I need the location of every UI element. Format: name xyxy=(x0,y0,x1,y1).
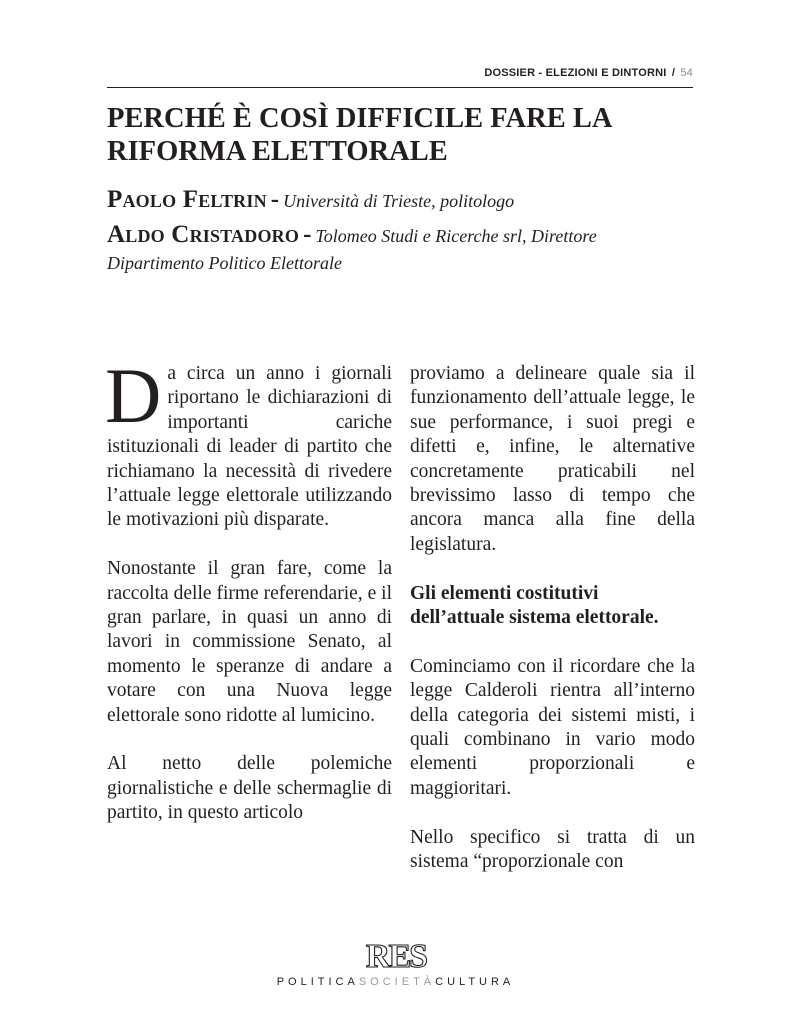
body-column-left xyxy=(105,352,392,826)
author-name: Paolo Feltrin xyxy=(107,186,267,213)
author-name: Aldo Cristadoro xyxy=(107,221,300,248)
author-block xyxy=(107,184,707,275)
tagline-politica: POLITICA xyxy=(276,976,359,988)
body-column-right xyxy=(410,362,695,874)
author-affiliation: Tolomeo Studi e Ricerche srl, Direttore xyxy=(315,226,597,246)
author-affiliation: Università di Trieste, politologo xyxy=(283,191,515,211)
tagline-cultura: CULTURA xyxy=(435,976,515,988)
body-paragraph xyxy=(105,352,392,533)
paragraph-text: a circa un anno i giornali riportano le dichiarazioni di importanti cariche istituzionali di leader di partito che richiamano la necessità di rivedere l’attuale legge elettorale utilizzando le motivazioni più disparate. xyxy=(107,363,392,531)
running-head-separator: / xyxy=(671,67,676,79)
running-head xyxy=(484,67,693,79)
body-paragraph: Nello specifico si tratta di un sistema “proporzionale con xyxy=(410,826,695,873)
footer-tagline xyxy=(0,976,791,988)
author-dash: - xyxy=(303,221,312,248)
body-paragraph: Al netto delle polemiche giornalistiche e delle schermaglie di partito, in questo articolo xyxy=(107,753,392,824)
tagline-societa: SOCIETÀ xyxy=(358,976,436,988)
author-line-1 xyxy=(107,184,707,219)
drop-cap: D xyxy=(105,352,162,439)
author-affiliation-continued: Dipartimento Politico Elettorale xyxy=(107,253,342,273)
section-heading: Gli elementi costitutivi dell’attuale sistema elettorale. xyxy=(410,582,659,629)
logo-text: RES xyxy=(365,938,426,972)
running-head-section: DOSSIER - ELEZIONI E DINTORNI xyxy=(484,67,667,79)
body-paragraph: Cominciamo con il ricordare che la legge Calderoli rientra all’interno della categoria dei sistemi misti, i quali combinano in vario modo elementi proporzionali e maggioritari. xyxy=(410,655,695,799)
body-paragraph: proviamo a delineare quale sia il funzionamento dell’attuale legge, le sue performance, i suoi pregi e difetti e, infine, le alternative concretamente praticabili nel brevissimo lasso di tempo che ancora manca alla fine della legislatura. xyxy=(410,363,695,555)
footer xyxy=(0,938,791,988)
author-dash: - xyxy=(270,186,280,213)
page-number: 54 xyxy=(680,67,693,79)
author-line-2 xyxy=(107,219,707,254)
article-title: PERCHÉ È COSÌ DIFFICILE FARE LA RIFORMA ELETTORALE xyxy=(107,103,611,167)
res-logo xyxy=(356,938,436,972)
header-rule xyxy=(107,87,693,88)
body-paragraph: Nonostante il gran fare, come la raccolta delle firme referendarie, e il gran parlare, in quasi un anno di lavori in commissione Senato, al momento le speranze di andare a votare con una Nuova legge elettorale sono ridotte al lumicino. xyxy=(107,558,392,726)
